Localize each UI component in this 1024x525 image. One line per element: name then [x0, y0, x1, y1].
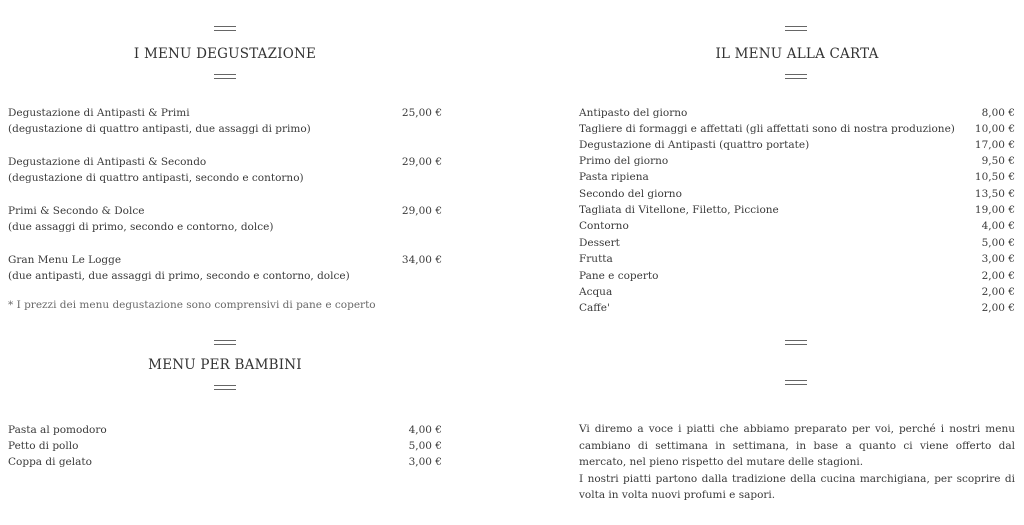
item-price: 2,00 €: [981, 270, 1015, 282]
carta-item: [579, 268, 1015, 284]
info-paragraph: [579, 421, 1015, 504]
item-price: 4,00 €: [408, 424, 442, 436]
item-name: Primi & Secondo & Dolce: [8, 205, 145, 217]
item-name: Tagliata di Vitellone, Filetto, Piccione: [579, 204, 779, 216]
item-price: 13,50 €: [974, 188, 1015, 200]
item-price: 8,00 €: [981, 107, 1015, 119]
item-name: Secondo del giorno: [579, 188, 682, 200]
item-name: Degustazione di Antipasti & Secondo: [8, 156, 207, 168]
item-price: 34,00 €: [401, 254, 442, 266]
item-name: Pasta ripiena: [579, 171, 649, 183]
divider-top-bambini: [214, 340, 236, 345]
item-price: 10,50 €: [974, 171, 1015, 183]
item-price: 10,00 €: [974, 123, 1015, 135]
item-name: Coppa di gelato: [8, 456, 92, 468]
carta-item: [579, 121, 1015, 137]
item-description: (due assaggi di primo, secondo e contorno, dolce): [8, 221, 274, 233]
carta-item: [579, 186, 1015, 202]
item-price: 19,00 €: [974, 204, 1015, 216]
bambini-item: [8, 438, 442, 454]
item-name: Frutta: [579, 253, 613, 265]
item-name: Petto di pollo: [8, 440, 79, 452]
carta-item: [579, 137, 1015, 153]
degustazione-item: [8, 105, 442, 121]
carta-item: [579, 235, 1015, 251]
item-price: 29,00 €: [401, 205, 442, 217]
carta-title: IL MENU ALLA CARTA: [715, 46, 879, 62]
degustazione-note: * I prezzi dei menu degustazione sono comprensivi di pane e coperto: [8, 299, 376, 311]
item-price: 17,00 €: [974, 139, 1015, 151]
degustazione-item: [8, 203, 442, 219]
carta-item: [579, 251, 1015, 267]
carta-item: [579, 284, 1015, 300]
item-name: Degustazione di Antipasti & Primi: [8, 107, 190, 119]
divider-top-carta: [785, 26, 807, 31]
item-name: Caffe': [579, 302, 610, 314]
item-name: Pane e coperto: [579, 270, 659, 282]
item-name: Antipasto del giorno: [579, 107, 688, 119]
item-price: 9,50 €: [981, 155, 1015, 167]
divider-bottom-carta: [785, 74, 807, 79]
bambini-item: [8, 422, 442, 438]
carta-item: [579, 153, 1015, 169]
item-description: (degustazione di quattro antipasti, secondo e contorno): [8, 172, 304, 184]
item-name: Gran Menu Le Logge: [8, 254, 122, 266]
divider-bottom-info: [785, 380, 807, 385]
degustazione-item: [8, 154, 442, 170]
item-name: Contorno: [579, 220, 629, 232]
carta-item: [579, 300, 1015, 316]
item-price: 2,00 €: [981, 302, 1015, 314]
degustazione-item: [8, 252, 442, 268]
item-price: 25,00 €: [401, 107, 442, 119]
carta-item: [579, 105, 1015, 121]
item-price: 3,00 €: [408, 456, 442, 468]
degustazione-title: I MENU DEGUSTAZIONE: [133, 46, 317, 62]
carta-item: [579, 169, 1015, 185]
divider-bottom-bambini: [214, 385, 236, 390]
item-name: Dessert: [579, 237, 620, 249]
item-name: Primo del giorno: [579, 155, 669, 167]
carta-item: [579, 202, 1015, 218]
divider-top-degustazione: [214, 26, 236, 31]
item-name: Tagliere di formaggi e affettati (gli affettati sono di nostra produzione): [579, 123, 955, 135]
item-description: (degustazione di quattro antipasti, due assaggi di primo): [8, 123, 311, 135]
item-name: Degustazione di Antipasti (quattro portate): [579, 139, 810, 151]
info-paragraph-2: I nostri piatti partono dalla tradizione della cucina marchigiana, per scoprire di volta in volta nuovi profumi e sapori.: [579, 472, 1015, 501]
item-description: (due antipasti, due assaggi di primo, secondo e contorno, dolce): [8, 270, 350, 282]
bambini-title: MENU PER BAMBINI: [148, 357, 302, 373]
info-paragraph-1: Vi diremo a voce i piatti che abbiamo preparato per voi, perché i nostri menu cambiano di settimana in settimana, in base a quanto ci viene offerto dal mercato, nel pieno rispetto del mutare delle stagioni.: [579, 423, 1015, 468]
item-price: 5,00 €: [408, 440, 442, 452]
item-name: Pasta al pomodoro: [8, 424, 107, 436]
item-name: Acqua: [579, 286, 613, 298]
divider-bottom-degustazione: [214, 74, 236, 79]
item-price: 29,00 €: [401, 156, 442, 168]
item-price: 2,00 €: [981, 286, 1015, 298]
carta-item: [579, 218, 1015, 234]
divider-top-info: [785, 340, 807, 345]
item-price: 4,00 €: [981, 220, 1015, 232]
item-price: 5,00 €: [981, 237, 1015, 249]
item-price: 3,00 €: [981, 253, 1015, 265]
bambini-item: [8, 454, 442, 470]
